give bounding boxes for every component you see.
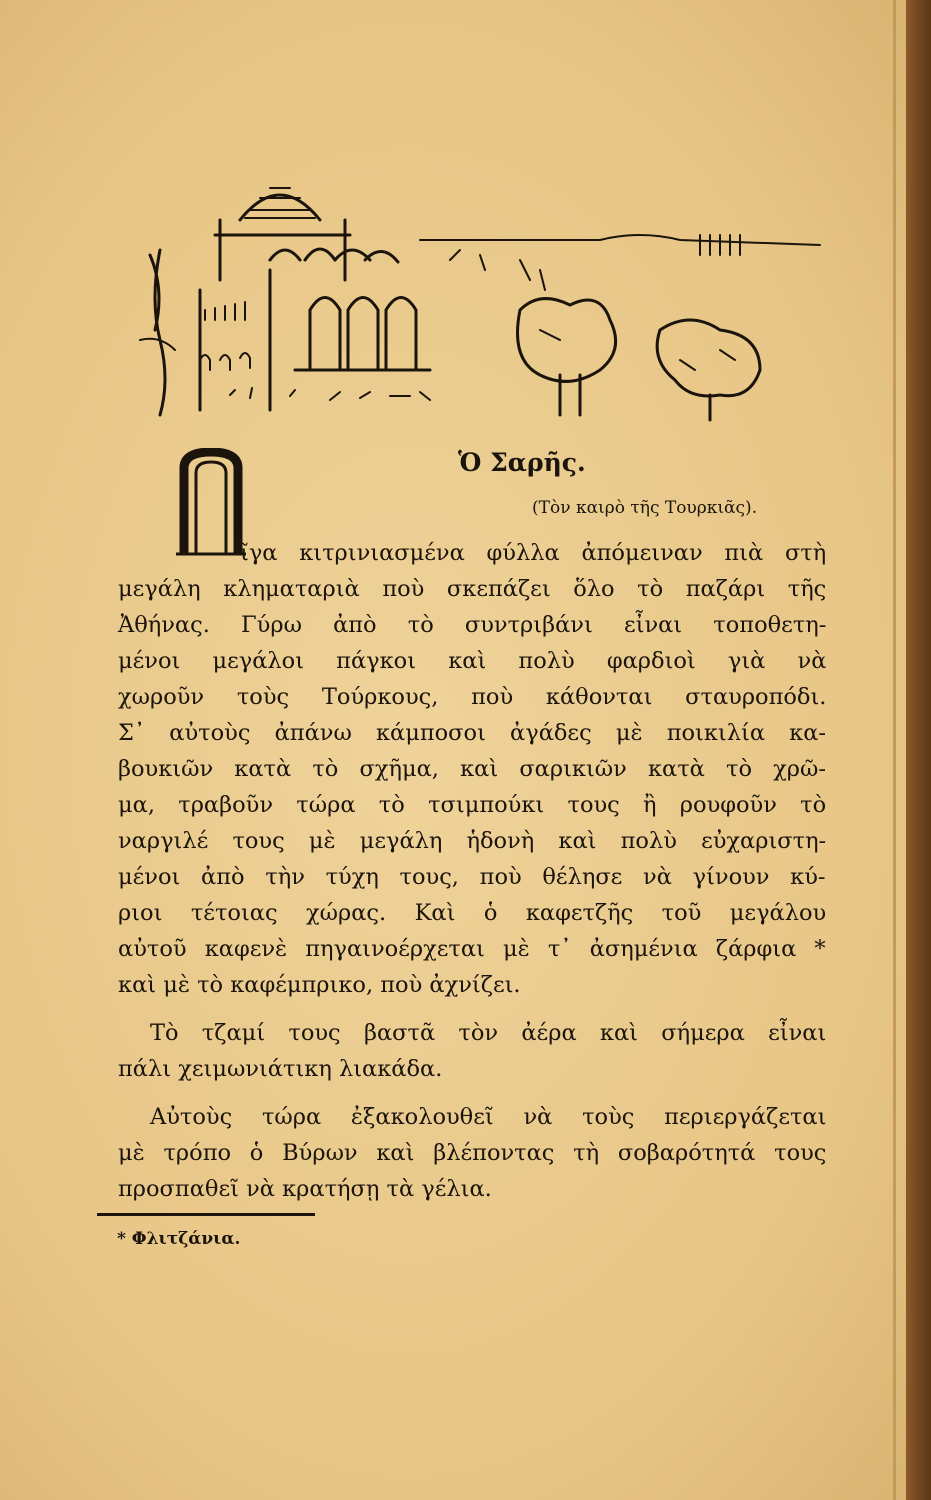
paragraph-1-line-13: καὶ μὲ τὸ καφέμπρικο, ποὺ ἀχνίζει. bbox=[118, 972, 521, 998]
paragraph-3-line-3: προσπαθεῖ νὰ κρατήσῃ τὰ γέλια. bbox=[118, 1176, 492, 1202]
paragraph-1-line-12: αὐτοῦ καφενὲ πηγαινοέρχεται μὲ τ᾿ ἀσημένια ζάρφια * bbox=[118, 936, 826, 962]
paragraph-1-line-9: ναργιλέ τους μὲ μεγάλη ἡδονὴ καὶ πολὺ εὐχαριστη- bbox=[118, 828, 827, 854]
paragraph-1-line-11: ριοι τέτοιας χώρας. Καὶ ὁ καφετζῆς τοῦ μεγάλου bbox=[118, 900, 827, 926]
paragraph-2-line-1: Τὸ τζαμί τους βαστᾶ τὸν ἀέρα καὶ σήμερα εἶναι bbox=[150, 1020, 827, 1046]
page-edge-stripe bbox=[893, 0, 896, 1500]
mosque-bazaar-illustration bbox=[120, 160, 830, 430]
paragraph-1-line-3: Ἀθήνας. Γύρω ἀπὸ τὸ συντριβάνι εἶναι τοποθετη- bbox=[118, 612, 827, 638]
drop-cap-letter bbox=[176, 448, 246, 558]
paragraph-3-line-2: μὲ τρόπο ὁ Βύρων καὶ βλέποντας τὴ σοβαρότητά τους bbox=[118, 1140, 827, 1166]
footnote-rule bbox=[97, 1213, 315, 1216]
paragraph-3-line-1: Αὐτοὺς τώρα ἐξακολουθεῖ νὰ τοὺς περιεργάζεται bbox=[150, 1104, 827, 1130]
footnote: * Φλιτζάνια. bbox=[117, 1229, 241, 1249]
story-subtitle: (Τὸν καιρὸ τῆς Τουρκιᾶς). bbox=[532, 498, 758, 518]
paragraph-1-line-1: ῖγα κιτρινιασμένα φύλλα ἀπόμειναν πιὰ στὴ bbox=[240, 540, 827, 566]
paragraph-1-line-2: μεγάλη κληματαριὰ ποὺ σκεπάζει ὅλο τὸ παζάρι τῆς bbox=[118, 576, 827, 602]
paragraph-1-line-10: μένοι ἀπὸ τὴν τύχη τους, ποὺ θέλησε νὰ γίνουν κύ- bbox=[118, 864, 826, 890]
paragraph-1-line-8: μα, τραβοῦν τώρα τὸ τσιμπούκι τους ἢ ρουφοῦν τὸ bbox=[118, 792, 827, 818]
book-spine-edge bbox=[906, 0, 931, 1500]
paragraph-1-line-6: Σ᾿ αὐτοὺς ἀπάνω κάμποσοι ἀγάδες μὲ ποικιλία κα- bbox=[118, 720, 827, 746]
paragraph-1-line-4: μένοι μεγάλοι πάγκοι καὶ πολὺ φαρδιοὶ γιὰ νὰ bbox=[118, 648, 827, 674]
paragraph-2-line-2: πάλι χειμωνιάτικη λιακάδα. bbox=[118, 1056, 443, 1082]
paragraph-1-line-7: βουκιῶν κατὰ τὸ σχῆμα, καὶ σαρικιῶν κατὰ τὸ χρῶ- bbox=[118, 756, 826, 782]
story-title: Ὁ Σαρῆς. bbox=[458, 448, 586, 477]
paragraph-1-line-5: χωροῦν τοὺς Τούρκους, ποὺ κάθονται σταυροπόδι. bbox=[118, 684, 827, 710]
